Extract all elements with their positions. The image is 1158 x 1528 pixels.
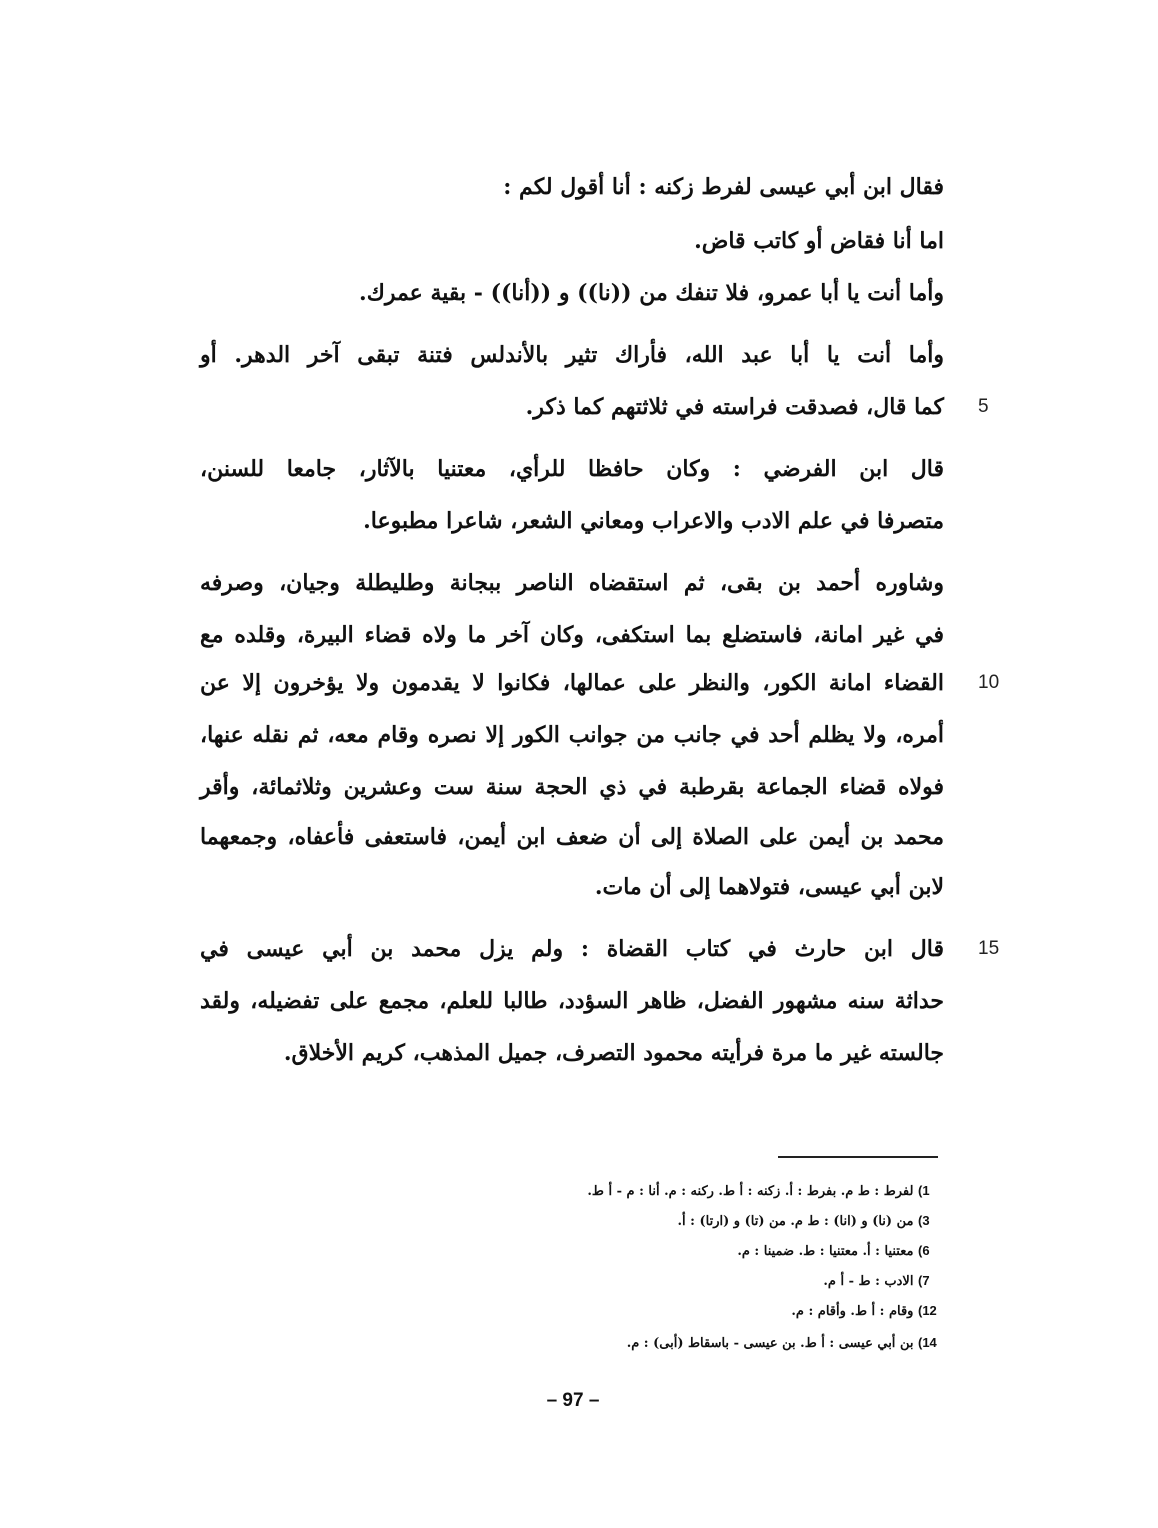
footnote-text: من (نا) و (انا) : ط م. من (تا) و (ارتا) : أ. (677, 1214, 914, 1229)
text-line-3: وأما أنت يا أبا عمرو، فلا تنفك من ((نا)) و ((أنا)) - بقية عمرك. (359, 280, 944, 306)
footnote-text: بن أبي عيسى : أ ط. بن عيسى - باسقاط (أبى) : م. (626, 1336, 914, 1351)
text-line-9: في غير امانة، فاستضلع بما استكفى، وكان آخر ما ولاه قضاء البيرة، وقلده مع (200, 622, 944, 648)
footnote-number: (3 (918, 1213, 930, 1228)
text-line-14: لابن أبي عيسى، فتولاهما إلى أن مات. (594, 874, 944, 900)
text-line-16: حداثة سنه مشهور الفضل، ظاهر السؤدد، طالبا للعلم، مجمع على تفضيله، ولقد (200, 988, 944, 1014)
footnote-6 (737, 1242, 946, 1261)
footnote-14 (627, 1334, 946, 1353)
footnote-number: (6 (918, 1243, 930, 1258)
line-number-5: 5 (978, 396, 989, 417)
footnote-text: وقام : أ ط. وأقام : م. (791, 1304, 914, 1319)
footnote-separator (778, 1156, 938, 1158)
footnote-text: معتنيا : أ. معتنيا : ط. ضمينا : م. (737, 1244, 914, 1259)
text-line-7: متصرفا في علم الادب والاعراب ومعاني الشعر، شاعرا مطبوعا. (363, 508, 944, 534)
text-line-6: قال ابن الفرضي : وكان حافظا للرأي، معتنيا بالآثار، جامعا للسنن، (200, 456, 944, 482)
footnote-number: (14 (918, 1335, 937, 1350)
text-line-12: فولاه قضاء الجماعة بقرطبة في ذي الحجة سنة ست وعشرين وثلاثمائة، وأقر (200, 774, 944, 800)
text-line-4: وأما أنت يا أبا عبد الله، فأراك تثير بالأندلس فتنة تبقى آخر الدهر. أو (200, 342, 944, 368)
footnote-number: (1 (918, 1183, 930, 1198)
line-number-10: 10 (978, 672, 1000, 693)
text-line-11: أمره، ولا يظلم أحد في جانب من جوانب الكور إلا نصره وقام معه، ثم نقله عنها، (200, 722, 944, 748)
footnote-text: الادب : ط - أ م. (823, 1274, 914, 1289)
footnote-1 (587, 1182, 946, 1201)
text-line-5: كما قال، فصدقت فراسته في ثلاثتهم كما ذكر. (525, 394, 944, 420)
line-number-15: 15 (978, 938, 1000, 959)
text-line-17: جالسته غير ما مرة فرأيته محمود التصرف، جميل المذهب، كريم الأخلاق. (283, 1040, 944, 1066)
page-number: – 97 – (546, 1390, 600, 1411)
footnote-3 (678, 1212, 946, 1231)
text-line-8: وشاوره أحمد بن بقى، ثم استقضاه الناصر ببجانة وطليطلة وجيان، وصرفه (200, 570, 944, 596)
footnote-7 (823, 1272, 946, 1291)
footnote-text: لفرط : ط م. بفرط : أ. زكنه : أ ط. ركنه : م. أنا : م - أ ط. (587, 1184, 914, 1199)
text-line-1: فقال ابن أبي عيسى لفرط زكنه : أنا أقول لكم : (503, 174, 944, 200)
footnote-12 (791, 1302, 946, 1321)
text-line-2: اما أنا فقاض أو كاتب قاض. (694, 228, 944, 254)
text-line-10: القضاء امانة الكور، والنظر على عمالها، فكانوا لا يقدمون ولا يؤخرون إلا عن (200, 670, 944, 696)
text-line-13: محمد بن أيمن على الصلاة إلى أن ضعف ابن أيمن، فاستعفى فأعفاه، وجمعهما (200, 824, 944, 850)
footnote-number: (7 (918, 1273, 930, 1288)
text-line-15: قال ابن حارث في كتاب القضاة : ولم يزل محمد بن أبي عيسى في (200, 936, 944, 962)
footnote-number: (12 (918, 1303, 937, 1318)
